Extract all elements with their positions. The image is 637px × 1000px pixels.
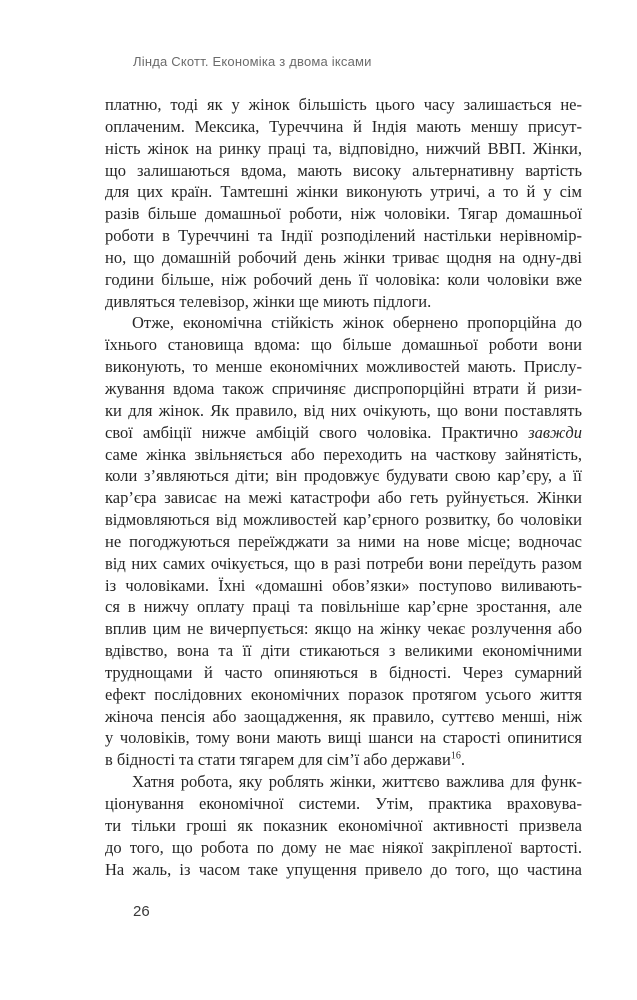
text-segment: їхнього становища вдома: що більше домашньої роботи вони bbox=[105, 335, 582, 355]
text-line bbox=[105, 94, 582, 116]
text-line bbox=[105, 662, 582, 684]
text-line bbox=[105, 706, 582, 728]
text-line bbox=[105, 400, 582, 422]
text-segment: години більше, ніж робочий день її чоловіка: коли чоловіки вже bbox=[105, 269, 582, 289]
text-line bbox=[105, 859, 582, 881]
text-segment: Отже, економічна стійкість жінок обернено пропорційна до bbox=[132, 313, 582, 333]
text-segment: відмовляються від можливостей кар’єрного розвитку, бо чоловіки bbox=[105, 510, 582, 530]
text-segment: із чоловіками. Їхні «домашні обов’язки» поступово виливають- bbox=[105, 575, 582, 595]
text-segment: но, що домашній робочий день жінки триває щодня на одну-дві bbox=[105, 247, 582, 267]
text-segment: труднощами й часто опиняються в бідності. Через сумарний bbox=[105, 662, 582, 682]
text-line bbox=[105, 531, 582, 553]
text-segment: платню, тоді як у жінок більшість цього часу залишається не- bbox=[105, 95, 582, 114]
text-segment: що залишаються вдома, мають високу альтернативну вартість bbox=[105, 160, 582, 180]
text-line bbox=[105, 465, 582, 487]
text-segment: до того, що робота по дому не має ніякої закріпленої вартості. bbox=[105, 837, 582, 857]
text-line bbox=[105, 793, 582, 815]
running-head: Лінда Скотт. Економіка з двома іксами bbox=[133, 54, 372, 69]
text-line bbox=[105, 618, 582, 640]
text-line bbox=[105, 727, 582, 749]
text-line bbox=[105, 640, 582, 662]
text-segment: жування вдома також спричиняє диспропорційні втрати й ризи- bbox=[105, 378, 582, 398]
text-segment: ефект послідовних економічних поразок протягом усього життя bbox=[105, 684, 582, 704]
text-line bbox=[105, 378, 582, 400]
text-segment: завжди bbox=[528, 422, 582, 442]
text-segment: ціонування економічної системи. Утім, практика враховува- bbox=[105, 794, 582, 813]
text-line bbox=[105, 684, 582, 706]
text-segment: від них самих очікується, що в разі потреби вони переїдуть разом bbox=[105, 553, 582, 573]
text-segment: оплаченим. Мексика, Туреччина й Індія мають меншу присут- bbox=[105, 116, 582, 136]
text-line bbox=[105, 247, 582, 269]
text-line bbox=[105, 553, 582, 575]
text-line bbox=[105, 160, 582, 182]
text-line bbox=[105, 225, 582, 247]
text-segment: жіноча пенсія або заощадження, як правило, суттєво менші, ніж bbox=[105, 706, 582, 726]
text-segment: у чоловіків, тому вони мають вищі шанси на старості опинитися bbox=[105, 728, 582, 748]
text-line bbox=[105, 356, 582, 378]
text-segment: саме жінка звільняється або переходить на часткову зайнятість, bbox=[105, 444, 582, 464]
text-segment: для цих країн. Тамтешні жінки виконують утричі, а то й у сім bbox=[105, 182, 582, 202]
text-line bbox=[105, 138, 582, 160]
text-segment: На жаль, із часом таке упущення привело до того, що частина bbox=[105, 859, 582, 879]
text-segment: дивляться телевізор, жінки ще миють підлоги. bbox=[105, 291, 432, 311]
text-segment: ся в нижчу оплату праці та повільніше кар’єрне зростання, але bbox=[105, 597, 582, 617]
text-line bbox=[105, 749, 582, 771]
text-segment: ти тільки гроші як показник економічної активності призвела bbox=[105, 815, 582, 835]
text-line bbox=[105, 575, 582, 597]
text-line bbox=[105, 771, 582, 793]
text-segment: разів більше домашньої роботи, ніж чоловіки. Тягар домашньої bbox=[105, 204, 582, 224]
text-line bbox=[105, 444, 582, 466]
page-number: 26 bbox=[133, 903, 150, 920]
text-line bbox=[105, 291, 582, 313]
text-segment: Хатня робота, яку роблять жінки, життєво важлива для функ- bbox=[132, 772, 582, 792]
text-line bbox=[105, 596, 582, 618]
text-line bbox=[105, 509, 582, 531]
text-line bbox=[105, 312, 582, 334]
text-segment: кар’єра зависає на межі катастрофи або геть руйнується. Жінки bbox=[105, 488, 582, 508]
text-line bbox=[105, 203, 582, 225]
text-line bbox=[105, 837, 582, 859]
text-segment: . bbox=[460, 750, 465, 770]
text-line bbox=[105, 815, 582, 837]
text-line bbox=[105, 269, 582, 291]
text-segment: вдівство, вона та її діти стикаються з великими економічними bbox=[105, 641, 582, 661]
body-text bbox=[105, 94, 582, 880]
text-segment: вплив цим не вичерпується: якщо на жінку чекає розлучення або bbox=[105, 619, 582, 639]
text-segment: не погоджуються переїжджати за ними на нове місце; водночас bbox=[105, 531, 582, 551]
text-segment: ність жінок на ринку праці та, відповідно, нижчий ВВП. Жінки, bbox=[105, 138, 582, 158]
text-line bbox=[105, 116, 582, 138]
text-line bbox=[105, 487, 582, 509]
text-line bbox=[105, 181, 582, 203]
footnote-reference: 16 bbox=[450, 750, 461, 762]
text-segment: ки для жінок. Як правило, від них очікують, що вони поставлять bbox=[105, 400, 582, 420]
text-line bbox=[105, 422, 582, 444]
text-segment: коли з’являються діти; він продовжує будувати свою кар’єру, а її bbox=[105, 466, 582, 486]
text-segment: виконують, то менше економічних можливостей мають. Прислу- bbox=[105, 357, 582, 377]
text-segment: роботи в Туреччині та Індії розподілений настільки нерівномір- bbox=[105, 226, 582, 246]
text-line bbox=[105, 334, 582, 356]
text-segment: свої амбіції нижче амбіцій свого чоловіка. Практично bbox=[105, 422, 529, 442]
text-segment: в бідності та стати тягарем для сім’ї або держави bbox=[105, 750, 451, 770]
